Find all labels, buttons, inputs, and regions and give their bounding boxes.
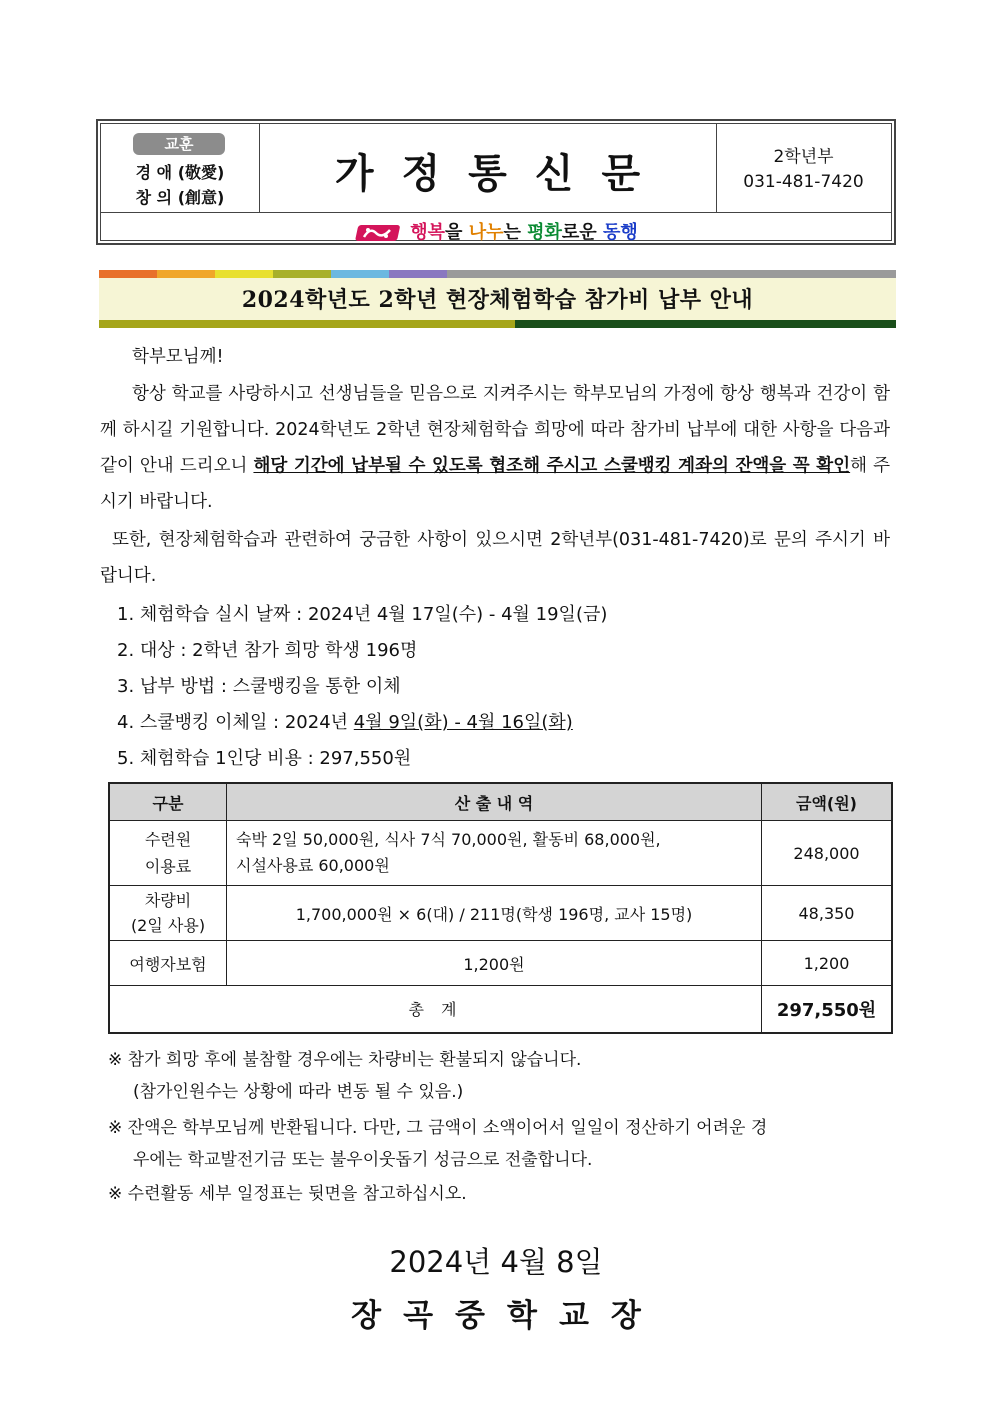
detail-text: 숙박 2일 50,000원, 식사 7식 70,000원, 활동비 68,000원, [236, 830, 661, 849]
slogan-word: 로운 [561, 222, 603, 243]
intro-paragraph [100, 376, 890, 520]
category-text: (2일 사용) [130, 916, 206, 935]
title-cell [259, 124, 717, 212]
heading-band-top [99, 270, 896, 278]
note: ※ 잔액은 학부모님께 반환됩니다. 다만, 그 금액이 소액이어서 일일이 정산하기 어려운 경 [108, 1118, 768, 1138]
detail-cell: 1,700,000원 × 6(대) / 211명(학생 196명, 교사 15명) [227, 886, 762, 941]
band-segment [157, 270, 215, 278]
contact-cell [716, 124, 891, 212]
intro-text-end: 해 주시기 바랍니다. [100, 456, 890, 512]
document-heading: 2024학년도 2학년 현장체험학습 참가비 납부 안내 [241, 287, 754, 313]
amount-cell: 248,000 [762, 821, 893, 886]
category-text: 이용료 [144, 857, 192, 876]
band-segment [99, 270, 157, 278]
table-header: 금액(원) [762, 783, 893, 821]
table-row [109, 886, 892, 941]
slogan-word: 행복 [410, 222, 446, 243]
table-row [109, 821, 892, 886]
list-item: 5. 체험학습 1인당 비용 : 297,550원 [117, 748, 412, 769]
slogan-word: 나누 [468, 222, 504, 243]
table-header-row [109, 783, 892, 821]
note-continuation: 우에는 학교발전기금 또는 불우이웃돕기 성금으로 전출합니다. [133, 1150, 593, 1170]
table-row [109, 941, 892, 986]
category-text: 수련원 [144, 830, 192, 849]
greeting: 학부모님께! [132, 347, 224, 367]
category-text: 차량비 [144, 891, 192, 910]
transfer-period: 4월 9일(화) - 4월 16일(화) [353, 712, 573, 733]
slogan-word: 는 [503, 222, 528, 243]
table-header: 산 출 내 역 [227, 783, 762, 821]
principal-signature: 장곡중학교장 [351, 1298, 663, 1334]
amount-cell: 1,200 [762, 941, 893, 986]
list-item: 1. 체험학습 실시 날짜 : 2024년 4월 17일(수) - 4월 19일(금) [117, 604, 608, 625]
band-segment [389, 270, 447, 278]
list-item: 2. 대상 : 2학년 참가 희망 학생 196명 [117, 640, 418, 661]
newsletter-header [96, 119, 896, 245]
list-item [117, 708, 573, 734]
amount-cell: 48,350 [762, 886, 893, 941]
note-continuation: (참가인원수는 상황에 따라 변동 될 수 있음.) [133, 1082, 464, 1102]
newsletter-title: 가정통신문 [334, 151, 669, 197]
heading-band-bottom [99, 320, 896, 328]
note: ※ 참가 희망 후에 불참할 경우에는 차량비는 환불되지 않습니다. [108, 1050, 582, 1070]
slogan-word: 동행 [602, 222, 638, 243]
cost-table [108, 782, 893, 1034]
school-motto [101, 124, 260, 212]
motto-badge: 교훈 [133, 133, 225, 155]
department: 2학년부 [773, 147, 834, 167]
motto-line-2: 창 의 (創意) [135, 188, 225, 207]
band-segment [99, 320, 515, 328]
slogan-word: 을 [445, 222, 469, 243]
motto-line-1: 경 애 (敬愛) [135, 163, 225, 182]
band-segment [447, 270, 896, 278]
band-segment [215, 270, 273, 278]
detail-text: 시설사용료 60,000원 [236, 856, 390, 875]
slogan-word: 평화 [527, 222, 562, 243]
band-segment [273, 270, 331, 278]
table-header: 구분 [109, 783, 227, 821]
slogan-row [101, 212, 891, 243]
phone-number: 031-481-7420 [743, 172, 864, 192]
category-cell: 여행자보험 [109, 941, 227, 986]
table-cell [109, 821, 227, 886]
table-cell [227, 821, 762, 886]
school-slogan [101, 218, 891, 244]
issue-date: 2024년 4월 8일 [389, 1245, 603, 1279]
table-cell [109, 886, 227, 941]
total-label: 총 계 [109, 986, 762, 1033]
intro-text: 항상 학교를 사랑하시고 선생님들을 믿음으로 지켜주시는 학부모님의 가정에 항상 행복과 건강이 함께 하시길 기원합니다. 2024학년도 2학년 현장체험학습 희망에 따라 참가비 납부에 대한 사항을 다음과 같이 안내 드리오니 [100, 384, 890, 476]
note: ※ 수련활동 세부 일정표는 뒷면을 참고하십시오. [108, 1184, 467, 1204]
total-amount: 297,550원 [762, 986, 893, 1033]
list-item-text: 4. 스쿨뱅킹 이체일 : 2024년 [117, 712, 354, 733]
band-segment [515, 320, 896, 328]
intro-emphasis: 해당 기간에 납부될 수 있도록 협조해 주시고 스쿨뱅킹 계좌의 잔액을 꼭 확인 [253, 456, 851, 476]
detail-cell: 1,200원 [227, 941, 762, 986]
list-item: 3. 납부 방법 : 스쿨뱅킹을 통한 이체 [117, 676, 401, 697]
inquiry-paragraph: 또한, 현장체험학습과 관련하여 궁금한 사항이 있으시면 2학년부(031-481-7420)로 문의 주시기 바랍니다. [100, 530, 890, 586]
table-total-row [109, 986, 892, 1033]
band-segment [331, 270, 389, 278]
slogan-logo-icon [354, 222, 400, 244]
